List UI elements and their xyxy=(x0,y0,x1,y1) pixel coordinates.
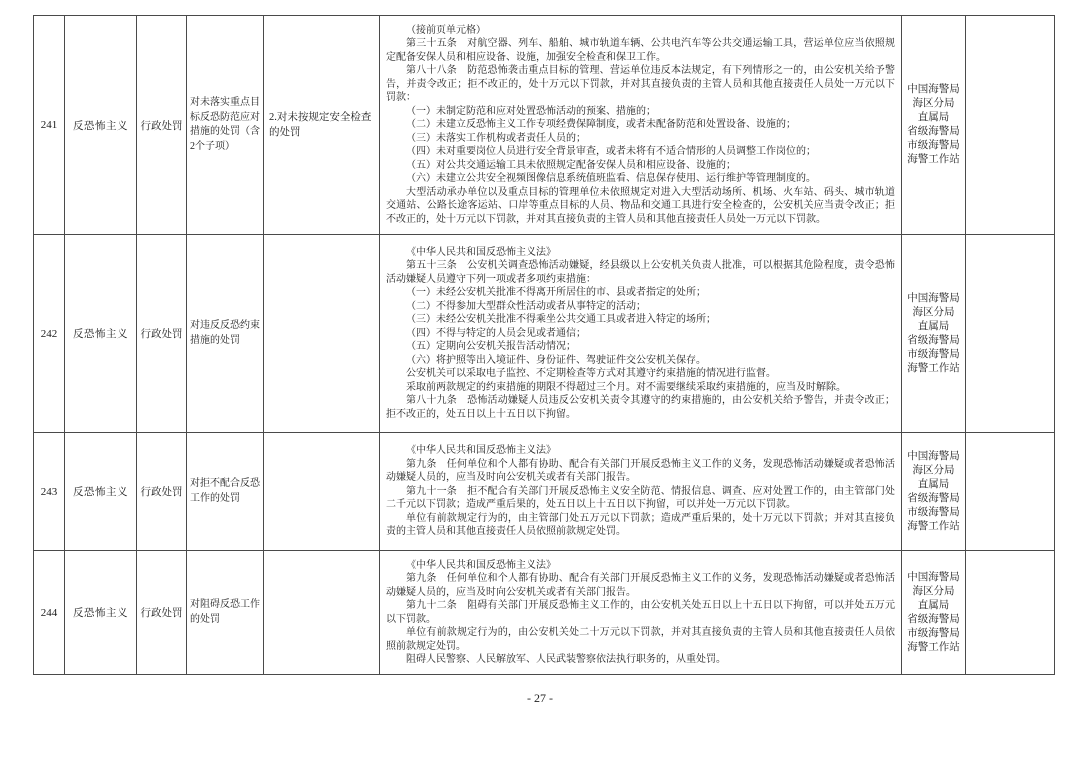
item-name-cell: 对违反反恐约束措施的处罚 xyxy=(187,235,264,433)
legal-text-paragraph: 第九十一条 拒不配合有关部门开展反恐怖主义安全防范、情报信息、调查、应对处置工作的，由主管部门处二千元以下罚款；造成严重后果的，处五日以上十五日以下拘留，可以并处一万元以下罚款。 xyxy=(386,485,895,511)
legal-basis-cell xyxy=(380,433,902,551)
agency-line: 省级海警局 xyxy=(907,126,960,137)
legal-text-paragraph: （四）不得与特定的人员会见或者通信； xyxy=(406,327,586,339)
legal-text-paragraph: 第八十八条 防范恐怖袭击重点目标的管理、营运单位违反本法规定，有下列情形之一的，由公安机关给予警告，并责令改正；拒不改正的，处十万元以下罚款，并对其直接负责的主管人员和其他直接责任人员处一万元以下罚款： xyxy=(386,65,895,104)
legal-text-paragraph: 采取前两款规定的约束措施的期限不得超过三个月。对不需要继续采取约束措施的，应当及时解除。 xyxy=(406,381,846,393)
legal-text-paragraph: （三）未经公安机关批准不得乘坐公共交通工具或者进入特定的场所； xyxy=(406,314,716,326)
agency-line: 直属局 xyxy=(917,478,950,490)
legal-text-paragraph: （四）未对重要岗位人员进行安全背景审查，或者未将有不适合情形的人员调整工作岗位的； xyxy=(406,146,816,158)
table-row xyxy=(34,235,1055,433)
agency-line: 市级海警局 xyxy=(907,348,960,360)
agency-line: 海区分局 xyxy=(912,98,955,109)
legal-text-paragraph: （一）未制定防范和应对处置恐怖活动的预案、措施的； xyxy=(406,105,656,117)
penalty-items-table xyxy=(33,15,1055,675)
legal-text-paragraph: （六）未建立公共安全视频图像信息系统值班监看、信息保存使用、运行维护等管理制度的。 xyxy=(406,173,816,185)
row-id: 243 xyxy=(34,433,65,551)
item-name-cell: 对阻碍反恐工作的处罚 xyxy=(187,551,264,675)
row-id: 244 xyxy=(34,551,65,675)
legal-text-paragraph: （二）不得参加大型群众性活动或者从事特定的活动； xyxy=(406,300,646,312)
penalty-type-cell: 行政处罚 xyxy=(137,433,187,551)
agency-cell xyxy=(902,433,966,551)
agency-line: 中国海警局 xyxy=(907,571,960,583)
remark-cell xyxy=(966,551,1055,675)
item-name-cell: 对拒不配合反恐工作的处罚 xyxy=(187,433,264,551)
agency-line: 海区分局 xyxy=(912,306,955,318)
item-name-cell: 对未落实重点目标反恐防范应对措施的处罚（含2个子项） xyxy=(187,16,264,235)
sub-item-cell xyxy=(264,551,380,675)
legal-text-paragraph: 第五十三条 公安机关调查恐怖活动嫌疑，经县级以上公安机关负责人批准，可以根据其危险程度，责令恐怖活动嫌疑人员遵守下列一项或者多项约束措施： xyxy=(386,260,895,285)
legal-text-paragraph: 第九十二条 阻碍有关部门开展反恐怖主义工作的，由公安机关处五日以上十五日以下拘留，可以并处五万元以下罚款。 xyxy=(386,600,895,625)
agency-line: 海警工作站 xyxy=(907,641,960,653)
legal-text-paragraph: （六）将护照等出入境证件、身份证件、驾驶证件交公安机关保存。 xyxy=(406,354,706,366)
legal-text-paragraph: （一）未经公安机关批准不得离开所居住的市、县或者指定的处所； xyxy=(406,287,706,299)
agency-line: 直属局 xyxy=(917,320,950,332)
agency-line: 市级海警局 xyxy=(907,140,960,151)
legal-text-paragraph: （五）对公共交通运输工具未依照规定配备安保人员和相应设备、设施的； xyxy=(406,159,736,171)
category-cell: 反恐怖主义 xyxy=(65,433,137,551)
legal-text-paragraph: （三）未落实工作机构或者责任人员的； xyxy=(406,132,586,144)
agency-line: 海区分局 xyxy=(912,585,955,597)
agency-cell xyxy=(902,235,966,433)
agency-line: 海区分局 xyxy=(912,464,955,476)
agency-line: 海警工作站 xyxy=(907,520,960,532)
legal-text-paragraph: 阻碍人民警察、人民解放军、人民武装警察依法执行职务的，从重处罚。 xyxy=(406,654,726,665)
agency-line: 直属局 xyxy=(917,112,950,123)
agency-cell xyxy=(902,551,966,675)
sub-item-cell: 2.对未按规定安全检查的处罚 xyxy=(264,16,380,235)
legal-basis-cell xyxy=(380,16,902,235)
category-cell: 反恐怖主义 xyxy=(65,16,137,235)
agency-line: 省级海警局 xyxy=(907,492,960,504)
legal-text-paragraph: （二）未建立反恐怖主义工作专项经费保障制度，或者未配备防范和处置设备、设施的； xyxy=(406,119,796,131)
agency-line: 省级海警局 xyxy=(907,334,960,346)
table-row xyxy=(34,16,1055,235)
sub-item-cell xyxy=(264,433,380,551)
category-cell: 反恐怖主义 xyxy=(65,235,137,433)
sub-item-cell xyxy=(264,235,380,433)
agency-cell xyxy=(902,16,966,235)
remark-cell xyxy=(966,16,1055,235)
legal-text-paragraph: 第九条 任何单位和个人都有协助、配合有关部门开展反恐怖主义工作的义务，发现恐怖活动嫌疑或者恐怖活动嫌疑人员的，应当及时向公安机关或者有关部门报告。 xyxy=(386,458,895,484)
legal-text-paragraph: （接前页单元格） xyxy=(406,24,486,36)
legal-basis-cell xyxy=(380,235,902,433)
row-id: 241 xyxy=(34,16,65,235)
penalty-type-cell: 行政处罚 xyxy=(137,16,187,235)
legal-text-paragraph: 《中华人民共和国反恐怖主义法》 xyxy=(406,246,556,258)
agency-line: 海警工作站 xyxy=(907,154,960,165)
legal-text-paragraph: 大型活动承办单位以及重点目标的管理单位未依照规定对进入大型活动场所、机场、火车站、码头、城市轨道交通站、公路长途客运站、口岸等重点目标的人员、物品和交通工具进行安全检查的，公安机关应当责令改正；拒不改正的，处十万元以下罚款，并对其直接负责的主管人员和其他直接责任人员处一万元以下罚款。 xyxy=(386,186,895,225)
legal-text-paragraph: （五）定期向公安机关报告活动情况； xyxy=(406,341,576,353)
category-cell: 反恐怖主义 xyxy=(65,551,137,675)
legal-text-paragraph: 公安机关可以采取电子监控、不定期检查等方式对其遵守约束措施的情况进行监督。 xyxy=(406,368,776,380)
agency-line: 中国海警局 xyxy=(907,84,960,95)
legal-text-paragraph: 《中华人民共和国反恐怖主义法》 xyxy=(406,445,556,457)
legal-text-paragraph: 单位有前款规定行为的，由主管部门处五万元以下罚款；造成严重后果的，处十万元以下罚款；并对其直接负责的主管人员和其他直接责任人员依照前款规定处罚。 xyxy=(386,512,895,538)
agency-line: 市级海警局 xyxy=(907,506,960,518)
row-id: 242 xyxy=(34,235,65,433)
penalty-type-cell: 行政处罚 xyxy=(137,551,187,675)
agency-line: 中国海警局 xyxy=(907,450,960,462)
legal-basis-cell xyxy=(380,551,902,675)
legal-text-paragraph: 单位有前款规定行为的，由公安机关处二十万元以下罚款，并对其直接负责的主管人员和其他直接责任人员依照前款规定处罚。 xyxy=(386,627,895,652)
remark-cell xyxy=(966,433,1055,551)
legal-text-paragraph: 第三十五条 对航空器、列车、船舶、城市轨道车辆、公共电汽车等公共交通运输工具，营运单位应当依照规定配备安保人员和相应设备、设施，加强安全检查和保卫工作。 xyxy=(386,38,895,63)
legal-text-paragraph: 《中华人民共和国反恐怖主义法》 xyxy=(406,559,556,571)
remark-cell xyxy=(966,235,1055,433)
page-number: - 27 - xyxy=(527,691,553,705)
legal-text-paragraph: 第八十九条 恐怖活动嫌疑人员违反公安机关责令其遵守的约束措施的，由公安机关给予警告，并责令改正；拒不改正的，处五日以上十五日以下拘留。 xyxy=(386,395,895,420)
agency-line: 中国海警局 xyxy=(907,292,960,304)
penalty-type-cell: 行政处罚 xyxy=(137,235,187,433)
table-row xyxy=(34,433,1055,551)
table-row xyxy=(34,551,1055,675)
agency-line: 海警工作站 xyxy=(907,362,960,374)
agency-line: 省级海警局 xyxy=(907,613,960,625)
legal-text-paragraph: 第九条 任何单位和个人都有协助、配合有关部门开展反恐怖主义工作的义务，发现恐怖活动嫌疑或者恐怖活动嫌疑人员的，应当及时向公安机关或者有关部门报告。 xyxy=(386,573,895,598)
agency-line: 直属局 xyxy=(917,599,950,611)
agency-line: 市级海警局 xyxy=(907,627,960,639)
